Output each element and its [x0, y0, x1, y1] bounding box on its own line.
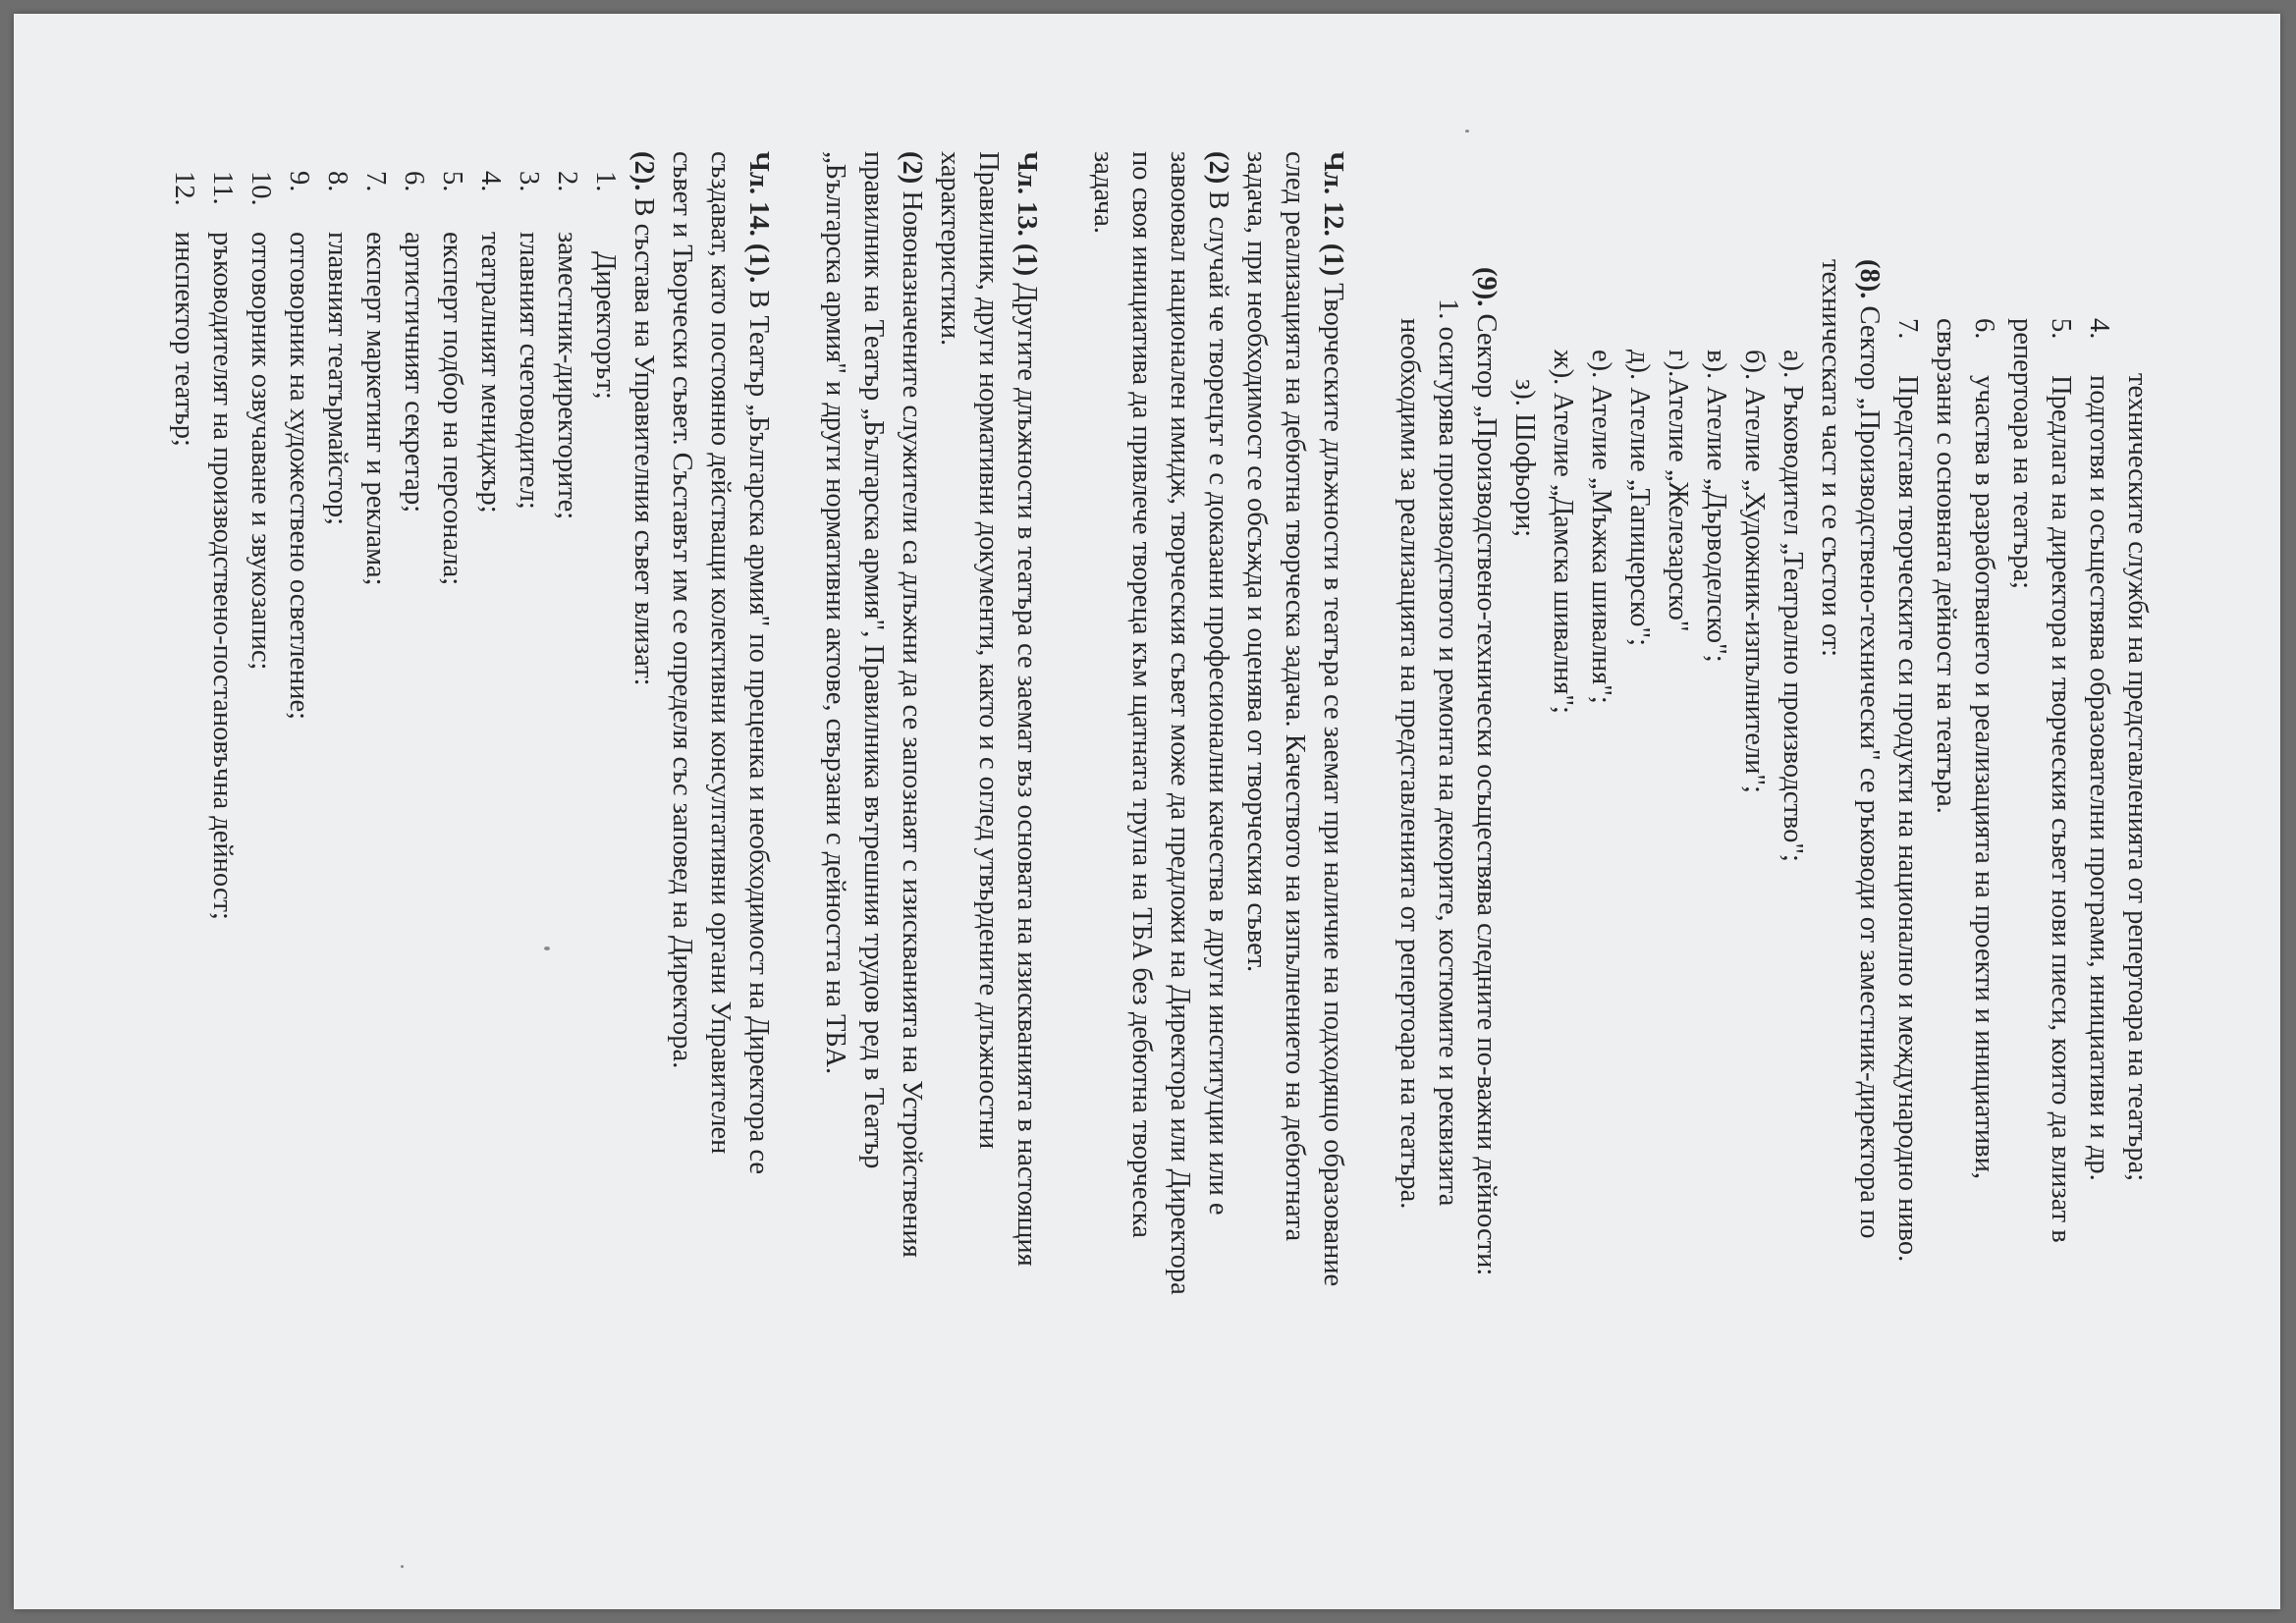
line-text: правилник на Театър „Българска армия", Правилника вътрешния трудов ред в Театър	[858, 151, 889, 1169]
line-text: в). Ателие „Дърводелско";	[1701, 350, 1731, 663]
item-number: 7.	[360, 171, 391, 192]
text-line	[931, 151, 969, 1496]
list-item	[586, 171, 625, 1496]
sub-item	[1582, 259, 1620, 1496]
item-text: Представя творческите си продукти на национално и международно ниво.	[1892, 375, 1923, 1263]
item-number: 4.	[475, 171, 506, 192]
line-text: Творческите длъжности в театъра се заемат при наличие на подходящо образование	[1318, 276, 1348, 1287]
sub-item	[1735, 259, 1774, 1496]
item-text: Директорът;	[590, 251, 621, 400]
sub-item	[1659, 259, 1697, 1496]
paragraph-number: (8).	[1854, 259, 1885, 299]
list-item	[1888, 259, 1927, 1496]
paragraph-gap	[1046, 259, 1084, 1496]
paragraph-line	[625, 151, 663, 1496]
list-item	[1429, 259, 1467, 1496]
text-line	[1927, 259, 1965, 1496]
paragraph-number: (9).	[1471, 267, 1502, 307]
item-text: артистичният секретар;	[399, 232, 429, 514]
paragraph-gap	[1352, 259, 1391, 1496]
item-number: 10.	[246, 171, 276, 206]
list-item	[318, 171, 356, 1496]
article-line	[1314, 151, 1352, 1496]
line-text: задача.	[1088, 151, 1119, 235]
item-text: ръководителят на производствено-постановъчна дейност;	[207, 232, 238, 920]
line-text: 1. осигурява производството и ремонта на декорите, костюмите и реквизита	[1433, 298, 1463, 1207]
line-text: В случай че творецът е с доказани професионални качества в други институции или е	[1203, 184, 1233, 1216]
item-text: отговорник озвучаване и звукозапис;	[246, 232, 276, 671]
item-number: 9.	[284, 171, 314, 192]
line-text: техническите служби на представленията от репертоара на театъра;	[2122, 373, 2153, 1182]
list-item	[471, 171, 510, 1496]
list-item	[433, 171, 471, 1496]
paragraph-number: (2)	[1203, 151, 1233, 185]
list-item	[203, 171, 242, 1496]
article-number: Чл. 13. (1)	[1011, 151, 1042, 277]
text-line	[1391, 259, 1429, 1496]
line-text: репертоара на театъра;	[2007, 318, 2038, 590]
line-text: по своя инициатива да привлече твореца към щатната трупа на ТБА без дебютна творческа	[1126, 151, 1157, 1238]
sub-item	[1505, 259, 1544, 1496]
text-line	[2003, 259, 2042, 1496]
scanned-page	[14, 14, 2280, 1609]
paragraph-number: (2)	[897, 151, 927, 185]
line-text: завоювал национален имидж, творческия съвет може да предложи на Директора или Директора	[1165, 151, 1195, 1295]
text-line	[816, 151, 854, 1496]
council-members-list	[165, 171, 625, 1496]
line-text: ж). Ателие „Дамска шивалня";	[1548, 350, 1578, 714]
line-text: необходими за реализацията на представленията от репертоара на театъра.	[1394, 318, 1425, 1210]
line-text: Сектор „Производствено-технически осъществява следните по-важни дейности:	[1471, 306, 1502, 1276]
line-text: след реализацията на дебютна творческа задача. Качеството на изпълнението на дебютната	[1280, 151, 1310, 1242]
line-text: Сектор „Производствено-технически" се ръководи от заместник-директора по	[1854, 298, 1885, 1239]
sub-item	[1544, 259, 1582, 1496]
line-text: е). Ателие „Мъжка шивалня";	[1586, 350, 1616, 704]
scan-speck	[1465, 130, 1469, 133]
item-text: Предлага на директора и творческия съвет нови пиеси, които да влизат в	[2046, 375, 2076, 1243]
item-text: участва в разработването и реализацията на проекти и инициативи,	[1969, 375, 1999, 1180]
line-text: б). Ателие „Художник-изпълнители";	[1739, 350, 1770, 793]
text-line	[663, 151, 701, 1496]
item-number: 4.	[2084, 318, 2114, 340]
text-line	[1122, 151, 1161, 1496]
line-text: Другите длъжности в театъра се заемат въз основата на изискванията в настоящия	[1011, 276, 1042, 1267]
list-item	[548, 171, 586, 1496]
item-text: инспектор театър;	[169, 232, 199, 447]
text-line	[1812, 259, 1850, 1496]
item-number: 7.	[1892, 318, 1923, 340]
list-item	[395, 171, 433, 1496]
text-line	[854, 151, 893, 1496]
document-text	[94, 151, 2157, 1496]
item-number: 2.	[552, 171, 582, 192]
item-text: подготвя и осъществява образователни програми, инициативи и др.	[2084, 375, 2114, 1181]
item-number: 5.	[2046, 318, 2076, 340]
line-text: характеристики.	[935, 151, 965, 347]
text-line	[1084, 151, 1122, 1496]
line-text: г).Ателие „Железарско"	[1663, 350, 1693, 632]
line-text: з). Шофьори;	[1509, 379, 1540, 538]
text-line	[2118, 259, 2157, 1496]
text-line	[1237, 151, 1276, 1496]
text-line	[1276, 151, 1314, 1496]
list-item	[2080, 259, 2118, 1496]
item-text: главният счетоводител;	[514, 232, 544, 510]
line-text: а). Ръководител „Театрално производство";	[1777, 350, 1808, 862]
list-item	[2042, 259, 2080, 1496]
item-number: 3.	[514, 171, 544, 192]
list-item	[242, 171, 280, 1496]
item-text: театралният мениджър;	[475, 232, 506, 514]
line-text: съвет и Творчески съвет. Съставът им се определя със заповед на Директора.	[667, 151, 697, 1069]
article-line	[1008, 151, 1046, 1496]
line-text: създават, като постоянно действащи колективни консултативни органи Управителен	[705, 151, 736, 1155]
sub-item	[1620, 259, 1659, 1496]
item-text: експерт подбор на персонала;	[437, 232, 467, 586]
line-text: В Театър „Българска армия" по преценка и необходимост на Директора се	[743, 283, 774, 1175]
item-number: 5.	[437, 171, 467, 192]
paragraph-line	[893, 151, 931, 1496]
article-number: Чл. 12. (1)	[1318, 151, 1348, 277]
line-text: д). Ателие „Тапицерско";	[1624, 350, 1655, 647]
list-item	[280, 171, 318, 1496]
item-text: заместник-директорите;	[552, 232, 582, 520]
line-text: Правилник, други нормативни документи, както и с оглед утвърдените длъжностни	[973, 151, 1004, 1150]
list-item	[165, 171, 203, 1496]
scan-speck	[401, 1565, 404, 1568]
item-number: 6.	[399, 171, 429, 192]
item-number: 1.	[590, 171, 621, 192]
list-item	[1965, 259, 2003, 1496]
list-item	[356, 171, 395, 1496]
sub-item	[1697, 259, 1735, 1496]
article-line	[739, 151, 778, 1496]
paragraph-line	[1199, 151, 1237, 1496]
line-text: В състава на Управителния съвет влизат:	[629, 190, 659, 686]
paragraph-gap	[778, 259, 816, 1496]
item-text: главният театърмайстор;	[322, 232, 353, 526]
sub-item	[1774, 259, 1812, 1496]
item-number: 12.	[169, 171, 199, 206]
list-item	[510, 171, 548, 1496]
line-text: задача, при необходимост се обсъжда и оценява от творческия съвет.	[1241, 151, 1272, 973]
paragraph-line	[1467, 259, 1505, 1496]
line-text: техническата част и се състои от:	[1816, 259, 1846, 658]
line-text: свързани с основната дейност на театъра.	[1931, 318, 1961, 814]
item-number: 8.	[322, 171, 353, 192]
item-number: 11.	[207, 171, 238, 205]
item-text: експерт маркетинг и реклама;	[360, 232, 391, 586]
line-text: „Българска армия" и други нормативни актове, свързани с дейността на ТБА.	[820, 151, 850, 1075]
paragraph-line	[1850, 259, 1888, 1496]
paragraph-number: (2).	[629, 151, 659, 191]
text-line	[1161, 151, 1199, 1496]
article-number: Чл. 14. (1).	[743, 151, 774, 284]
text-line	[701, 151, 739, 1496]
text-line	[969, 151, 1008, 1496]
item-text: отговорник на художествено осветление;	[284, 232, 314, 721]
item-number: 6.	[1969, 318, 1999, 340]
line-text: Новоназначените служители са длъжни да се запознаят с изискванията на Устройствения	[897, 184, 927, 1258]
